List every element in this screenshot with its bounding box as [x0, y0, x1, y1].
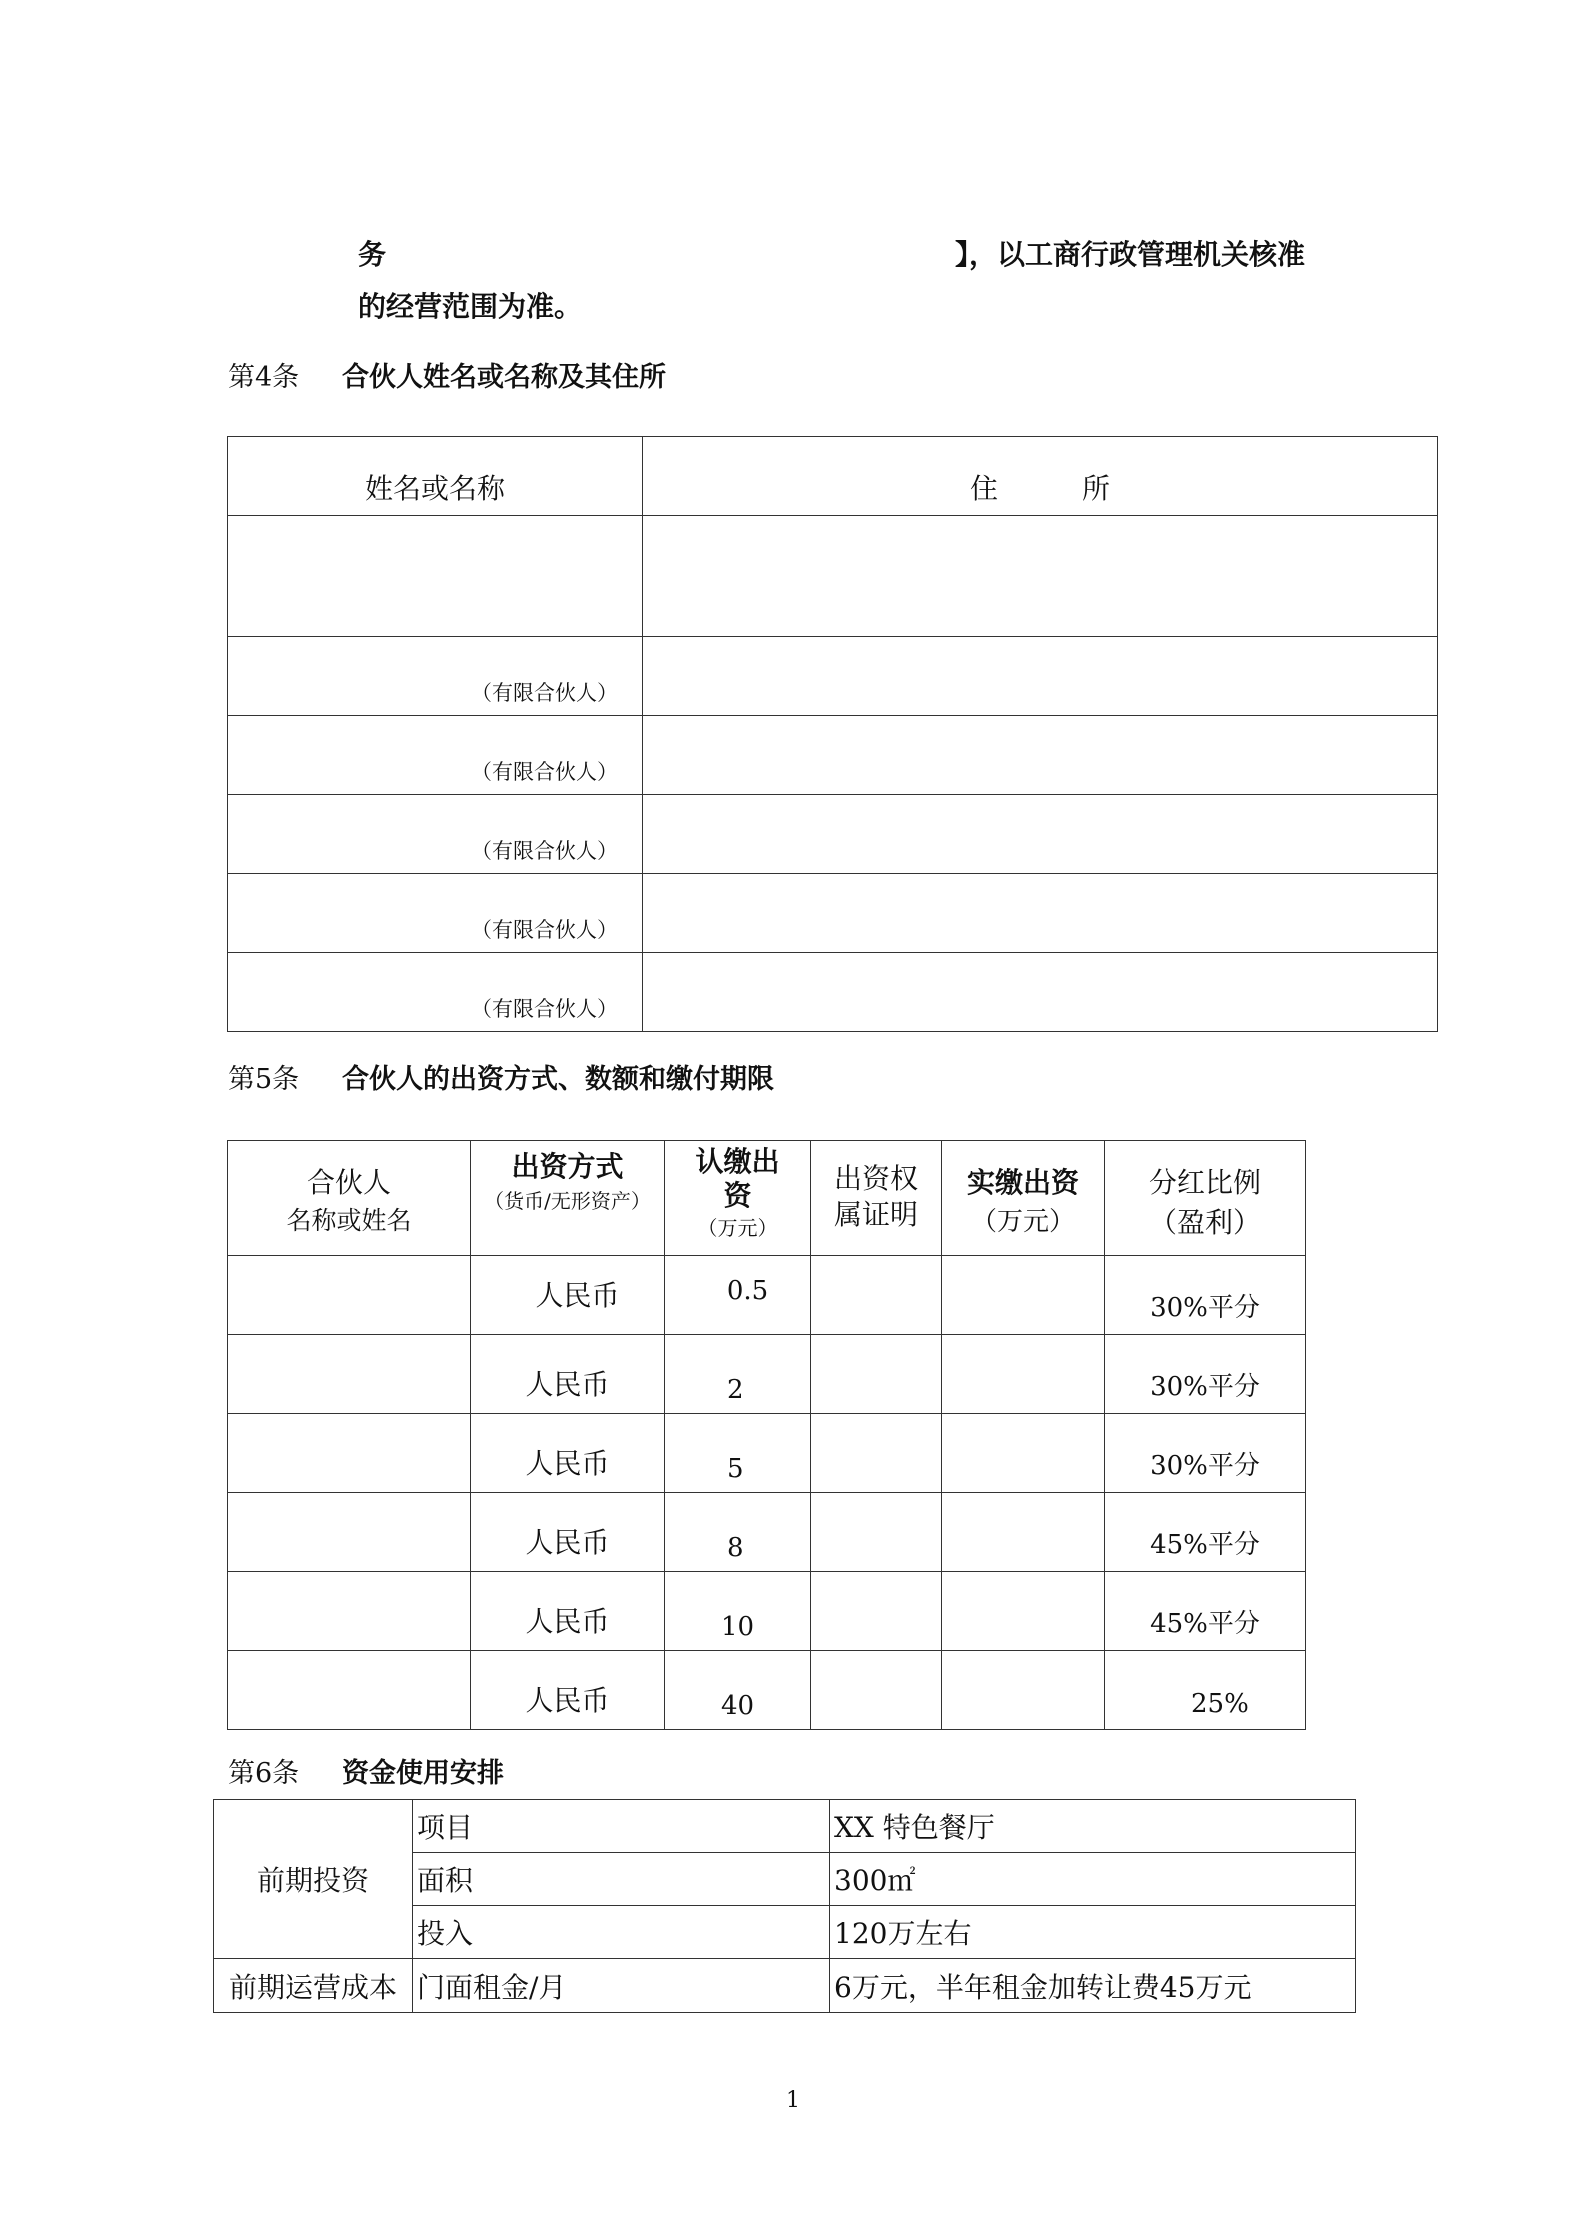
proof-cell: [811, 1256, 942, 1335]
partner-address-cell: [643, 953, 1438, 1032]
partner-address-cell: [643, 516, 1438, 637]
funds-item-cell: 投入: [413, 1906, 830, 1959]
partners-table: [227, 436, 1438, 1032]
partner-cell: [228, 1572, 471, 1651]
header-proof: [811, 1141, 942, 1256]
intro-line2: 的经营范围为准。: [358, 290, 583, 323]
subscribed-cell: 2: [665, 1335, 811, 1414]
dividend-cell: 25%: [1105, 1651, 1306, 1730]
dividend-cell: 30%平分: [1105, 1256, 1306, 1335]
intro-line1-left: 务: [358, 238, 387, 271]
paid-cell: [942, 1256, 1105, 1335]
partner-address-cell: [643, 637, 1438, 716]
partner-name-cell: （有限合伙人）: [228, 716, 643, 795]
proof-cell: [811, 1572, 942, 1651]
header-subscribed-sub: （万元）: [697, 1216, 778, 1240]
contribution-row: [228, 1572, 1306, 1651]
subscribed-cell: 10: [665, 1572, 811, 1651]
subscribed-cell: 5: [665, 1414, 811, 1493]
subscribed-cell: 0.5: [665, 1256, 811, 1335]
header-paid-main: 实缴出资: [966, 1166, 1079, 1199]
paid-cell: [942, 1651, 1105, 1730]
article6-title: 资金使用安排: [342, 1758, 504, 1789]
header-dividend-line1: 分红比例: [1148, 1166, 1261, 1199]
article5-title: 合伙人的出资方式、数额和缴付期限: [342, 1064, 774, 1095]
proof-cell: [811, 1414, 942, 1493]
subscribed-cell: 40: [665, 1651, 811, 1730]
paid-cell: [942, 1414, 1105, 1493]
partner-name-cell: （有限合伙人）: [228, 874, 643, 953]
header-method-sub: （货币/无形资产）: [484, 1189, 651, 1213]
method-cell: 人民币: [471, 1572, 665, 1651]
method-cell: 人民币: [471, 1651, 665, 1730]
dividend-cell: 45%平分: [1105, 1572, 1306, 1651]
funds-item-cell: 门面租金/月: [413, 1959, 830, 2013]
header-paid-sub: （万元）: [970, 1207, 1075, 1237]
intro-line1-right: 】，以工商行政管理机关核准: [955, 238, 1306, 271]
partner-cell: [228, 1651, 471, 1730]
partner-name-cell: （有限合伙人）: [228, 637, 643, 716]
header-partner-line1: 合伙人: [306, 1166, 391, 1199]
partner-address-cell: [643, 874, 1438, 953]
proof-cell: [811, 1335, 942, 1414]
paid-cell: [942, 1493, 1105, 1572]
funds-value-cell: 120万左右: [830, 1906, 1356, 1959]
partner-cell: [228, 1414, 471, 1493]
method-cell: 人民币: [471, 1256, 665, 1335]
article5-number: 第5条: [228, 1064, 300, 1095]
header-proof-text: 出资权属证明: [833, 1162, 918, 1231]
proof-cell: [811, 1493, 942, 1572]
page-number: 1: [786, 2088, 800, 2113]
funds-group1-label: 前期投资: [214, 1800, 413, 1959]
header-paid: [942, 1141, 1105, 1256]
contributions-table: [227, 1140, 1306, 1730]
header-subscribed: [665, 1141, 811, 1256]
dividend-cell: 30%平分: [1105, 1414, 1306, 1493]
method-cell: 人民币: [471, 1414, 665, 1493]
header-dividend: [1105, 1141, 1306, 1256]
header-partner: [228, 1141, 471, 1256]
article6-number: 第6条: [228, 1758, 300, 1789]
paid-cell: [942, 1572, 1105, 1651]
funds-value-cell: 300㎡: [830, 1853, 1356, 1906]
funds-table: [213, 1799, 1356, 2013]
partner-name-cell: （有限合伙人）: [228, 795, 643, 874]
partner-name-cell: （有限合伙人）: [228, 953, 643, 1032]
partners-header-address: 住 所: [643, 437, 1438, 516]
header-subscribed-main: 认缴出资: [695, 1145, 780, 1212]
header-partner-line2: 名称或姓名: [286, 1206, 412, 1235]
partner-address-cell: [643, 716, 1438, 795]
contribution-row: [228, 1651, 1306, 1730]
partner-cell: [228, 1335, 471, 1414]
funds-item-cell: 项目: [413, 1800, 830, 1853]
partner-address-cell: [643, 795, 1438, 874]
funds-value-cell: XX 特色餐厅: [830, 1800, 1356, 1853]
partner-name-cell: [228, 516, 643, 637]
proof-cell: [811, 1651, 942, 1730]
contribution-row: [228, 1335, 1306, 1414]
paid-cell: [942, 1335, 1105, 1414]
contribution-row: [228, 1256, 1306, 1335]
article4-title: 合伙人姓名或名称及其住所: [342, 362, 666, 393]
partner-cell: [228, 1256, 471, 1335]
subscribed-cell: 8: [665, 1493, 811, 1572]
funds-group2-label: 前期运营成本: [214, 1959, 413, 2013]
method-cell: 人民币: [471, 1493, 665, 1572]
partners-header-name: 姓名或名称: [228, 437, 643, 516]
contribution-row: [228, 1493, 1306, 1572]
header-method-main: 出资方式: [511, 1150, 624, 1183]
contribution-row: [228, 1414, 1306, 1493]
dividend-cell: 45%平分: [1105, 1493, 1306, 1572]
partner-cell: [228, 1493, 471, 1572]
funds-item-cell: 面积: [413, 1853, 830, 1906]
header-method: [471, 1141, 665, 1256]
funds-value-cell: 6万元，半年租金加转让费45万元: [830, 1959, 1356, 2013]
dividend-cell: 30%平分: [1105, 1335, 1306, 1414]
header-dividend-line2: （盈利）: [1148, 1206, 1261, 1239]
method-cell: 人民币: [471, 1335, 665, 1414]
article4-number: 第4条: [228, 362, 300, 393]
